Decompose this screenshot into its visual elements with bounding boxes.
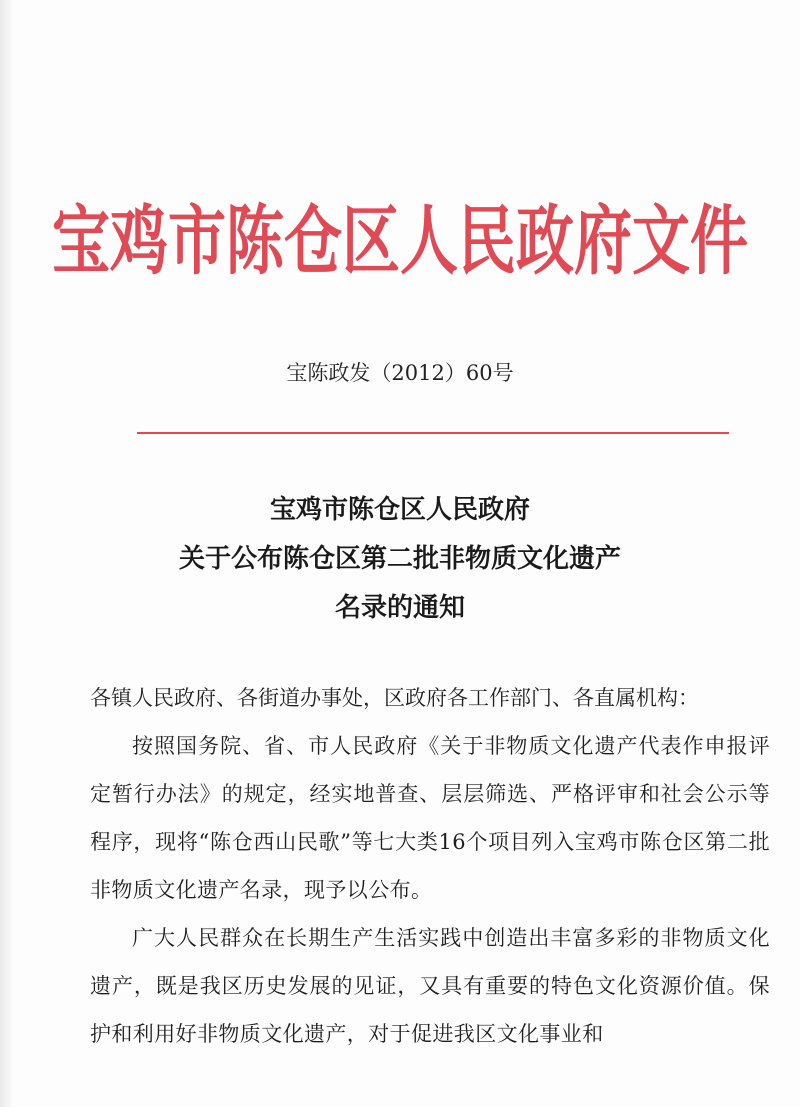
addressee-line: 各镇人民政府、各街道办事处，区政府各工作部门、各直属机构： [90, 686, 699, 710]
document-header-title: 宝鸡市陈仓区人民政府文件 [51, 196, 748, 286]
body-paragraph: 广大人民群众在长期生产生活实践中创造出丰富多彩的非物质文化遗产，既是我区历史发展的见证，又具有重要的特色文化资源价值。保护和利用好非物质文化遗产，对于促进我区文化事业和 [90, 926, 770, 1046]
body-paragraph: 按照国务院、省、市人民政府《关于非物质文化遗产代表作申报评定暂行办法》的规定，经实地普查、层层筛选、严格评审和社会公示等程序，现将“陈仓西山民歌”等七大类16个项目列入宝鸡市陈仓区第二批非物质文化遗产名录，现予以公布。 [90, 734, 770, 902]
notice-title [0, 486, 800, 633]
document-number: 宝陈政发（2012）60号 [286, 361, 514, 385]
header-red-divider [137, 432, 729, 434]
document-body [90, 674, 770, 1058]
notice-title-line: 宝鸡市陈仓区人民政府 [269, 495, 530, 525]
notice-title-line: 名录的通知 [334, 593, 465, 623]
notice-title-line: 关于公布陈仓区第二批非物质文化遗产 [178, 544, 621, 574]
